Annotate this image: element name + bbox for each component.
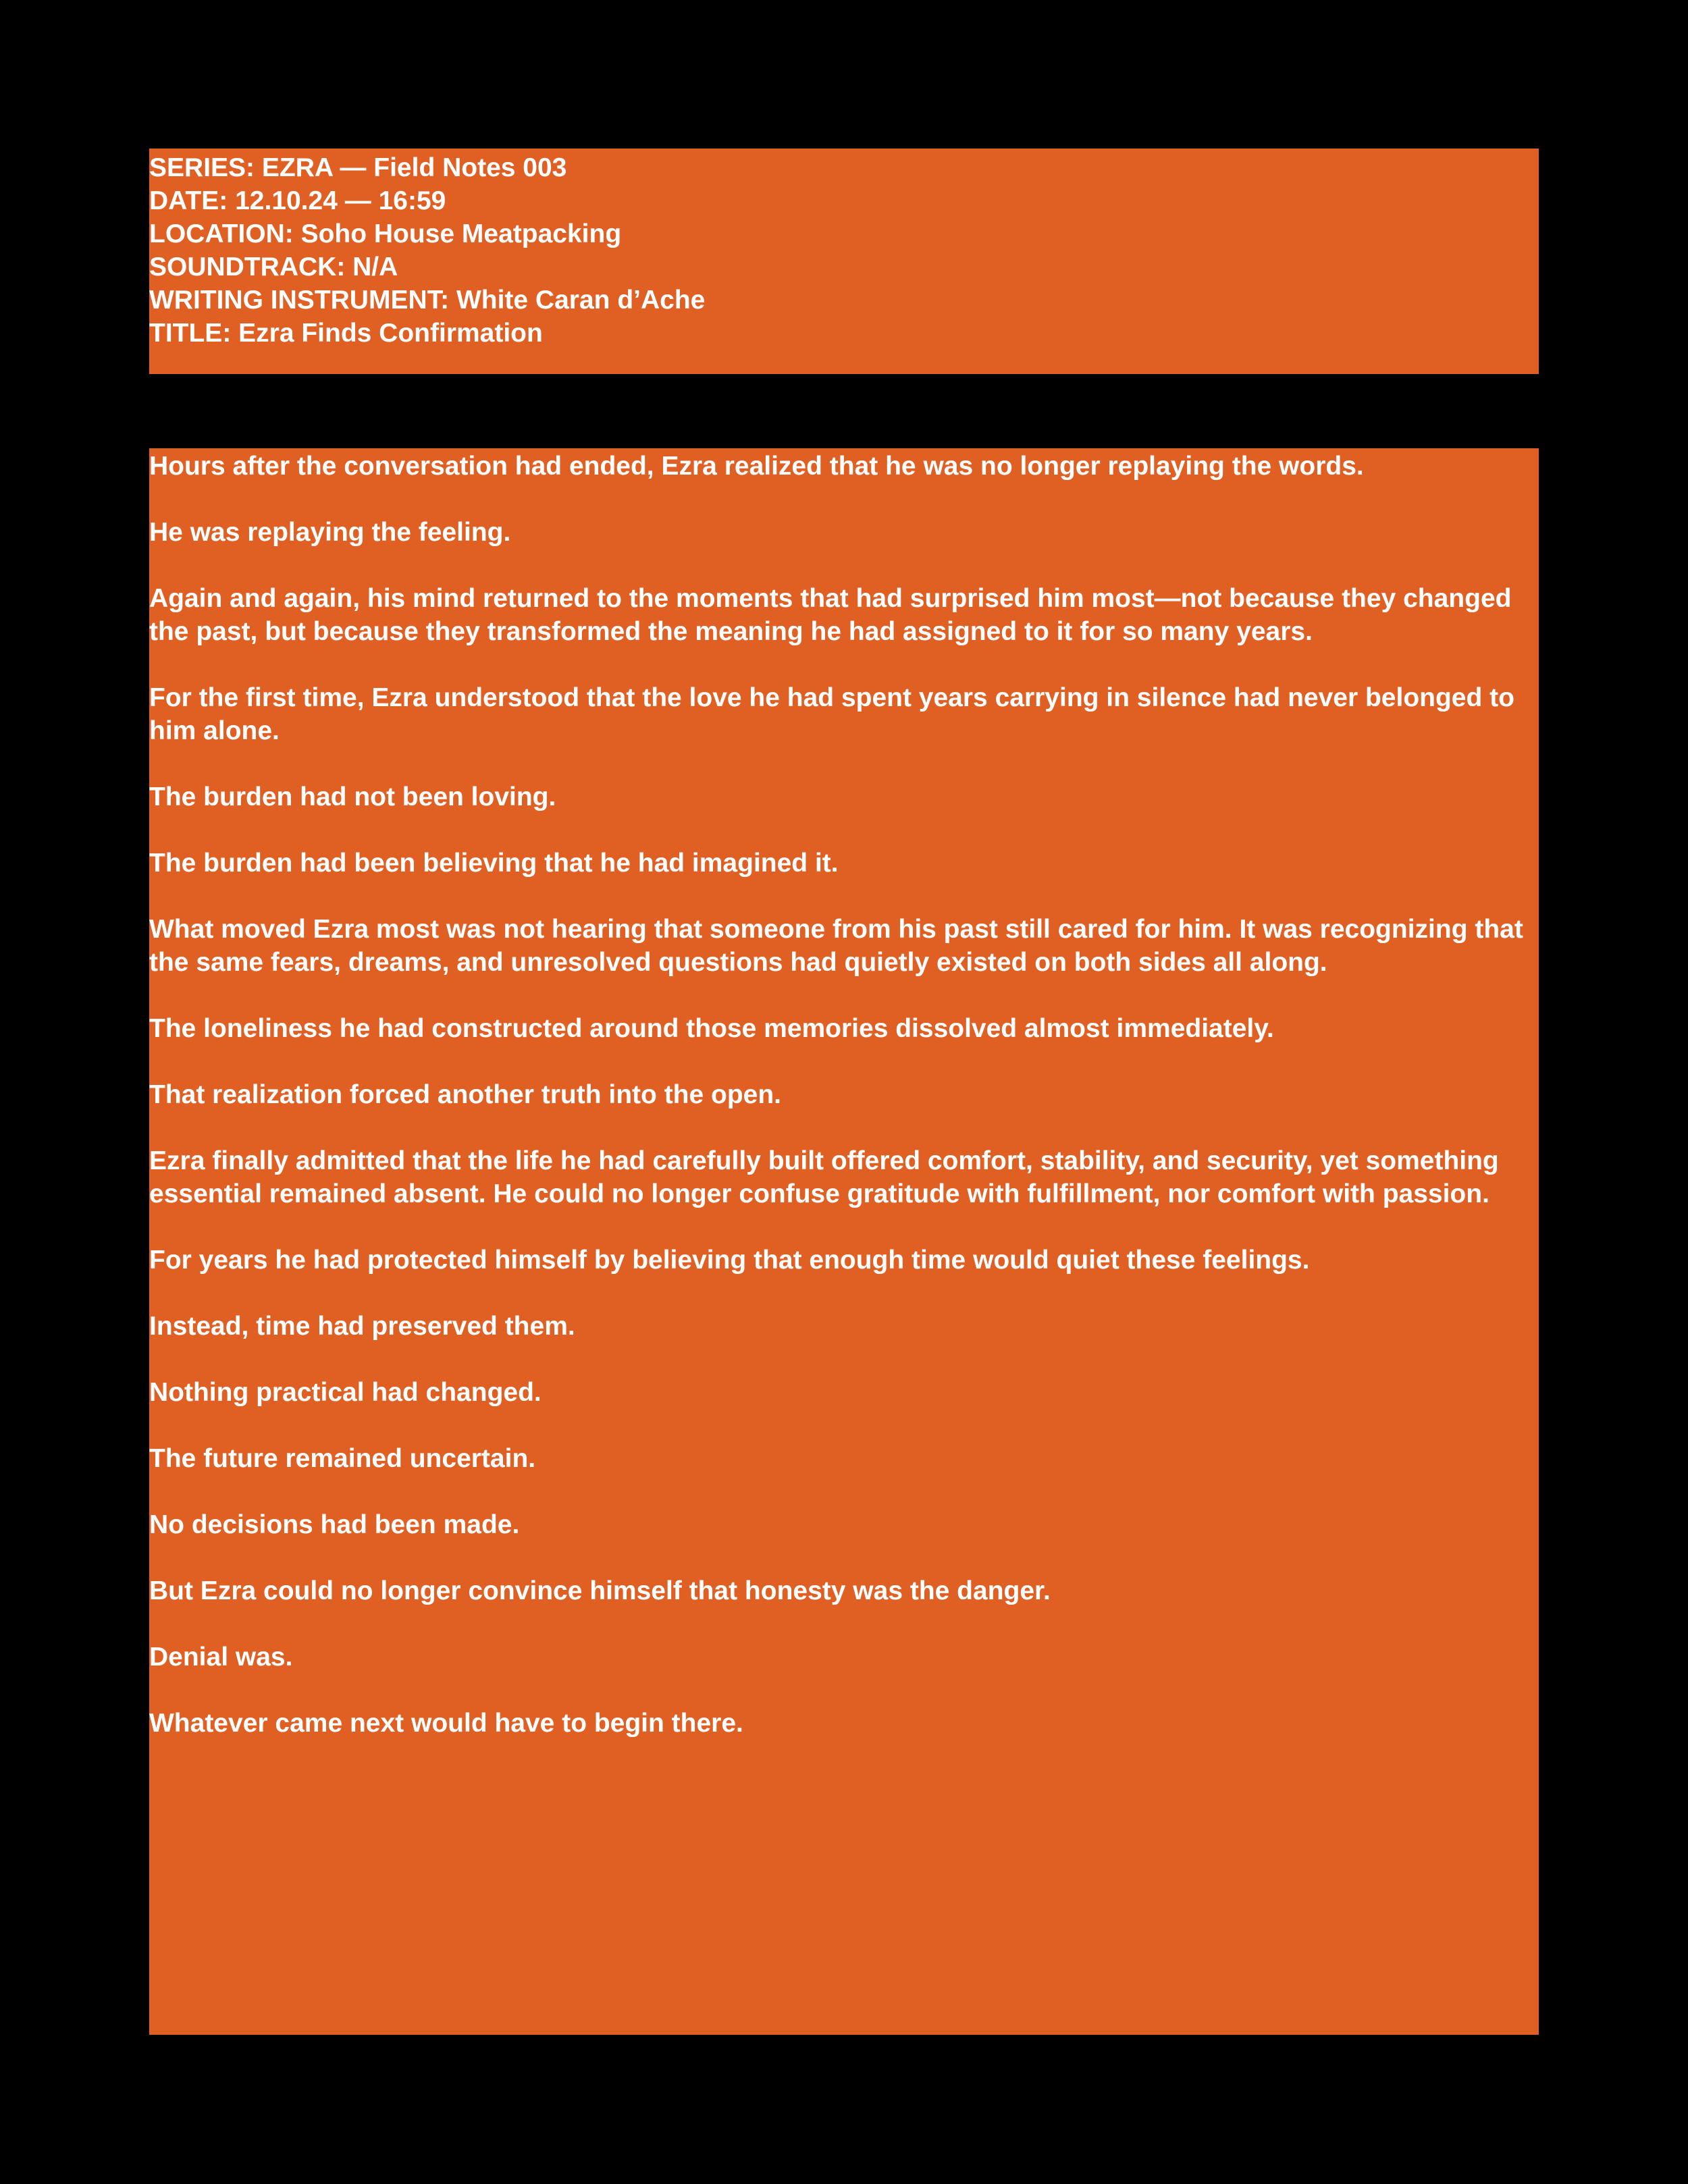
paragraph: Whatever came next would have to begin there. xyxy=(149,1709,743,1738)
title-line: TITLE: Ezra Finds Confirmation xyxy=(149,319,543,348)
paragraph: Ezra finally admitted that the life he had carefully built offered comfort, stability, and security, yet something essential remained absent. He could no longer confuse gratitude with fulfillment, nor comfort with passion. xyxy=(149,1146,1499,1208)
date-line: DATE: 12.10.24 — 16:59 xyxy=(149,186,446,215)
paragraph: Nothing practical had changed. xyxy=(149,1378,542,1407)
body-panel xyxy=(149,448,1539,2035)
paragraph: The loneliness he had constructed around those memories dissolved almost immediately. xyxy=(149,1014,1274,1043)
paragraph: The burden had not been loving. xyxy=(149,782,556,811)
paragraph: For the first time, Ezra understood that the love he had spent years carrying in silence had never belonged to him alone. xyxy=(149,683,1514,745)
writing-instrument-line: WRITING INSTRUMENT: White Caran d’Ache xyxy=(149,286,706,315)
paragraph: Denial was. xyxy=(149,1643,293,1672)
paragraph: No decisions had been made. xyxy=(149,1510,520,1539)
paragraph: Instead, time had preserved them. xyxy=(149,1312,575,1341)
paragraph: Again and again, his mind returned to the moments that had surprised him most—not because they changed the past, but because they transformed the meaning he had assigned to it for so many years. xyxy=(149,584,1512,646)
paragraph: The burden had been believing that he had imagined it. xyxy=(149,849,839,878)
paragraph: What moved Ezra most was not hearing that someone from his past still cared for him. It was recognizing that the same fears, dreams, and unresolved questions had quietly existed on both sides all along. xyxy=(149,915,1523,977)
paragraph: For years he had protected himself by believing that enough time would quiet these feelings. xyxy=(149,1246,1310,1275)
paragraph: The future remained uncertain. xyxy=(149,1444,536,1473)
paragraph: But Ezra could no longer convince himself that honesty was the danger. xyxy=(149,1576,1051,1605)
paragraph: He was replaying the feeling. xyxy=(149,518,511,547)
paragraph: That realization forced another truth into the open. xyxy=(149,1080,782,1109)
location-line: LOCATION: Soho House Meatpacking xyxy=(149,219,622,248)
series-line: SERIES: EZRA — Field Notes 003 xyxy=(149,153,567,182)
paragraph: Hours after the conversation had ended, Ezra realized that he was no longer replaying the words. xyxy=(149,452,1364,481)
header-panel xyxy=(149,149,1539,374)
soundtrack-line: SOUNDTRACK: N/A xyxy=(149,252,398,282)
